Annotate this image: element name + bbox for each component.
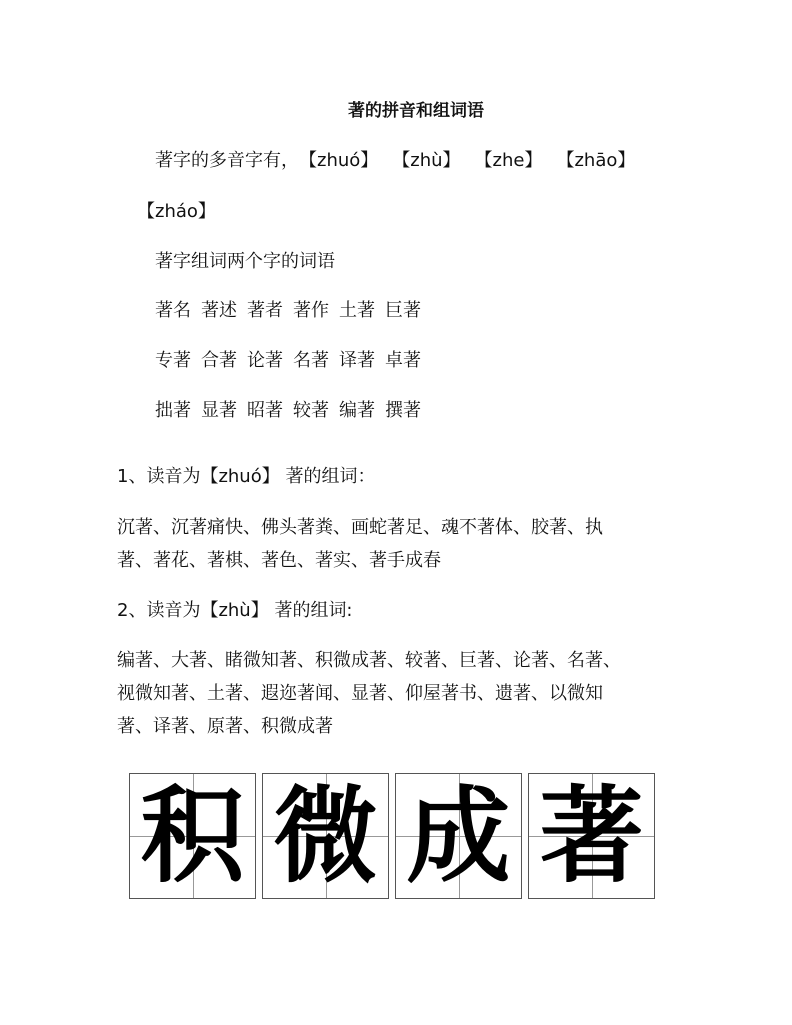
reading-zhe: 【zhe】 xyxy=(474,150,543,171)
grid-cell xyxy=(395,773,522,899)
polyphone-intro: 著字的多音字有， xyxy=(155,150,299,171)
section-1-line-2: 著、著花、著棋、著色、著实、著手成春 xyxy=(117,550,441,571)
calligraphy-char: 成 xyxy=(406,775,511,897)
section-2-line-1: 编著、大著、睹微知著、积微成著、较著、巨著、论著、名著、 xyxy=(117,650,621,671)
grid-cell xyxy=(262,773,389,899)
section-2-line-2: 视微知著、土著、遐迩著闻、显著、仰屋著书、遗著、以微知 xyxy=(117,683,603,704)
calligraphy-char: 著 xyxy=(539,775,644,897)
grid-cell xyxy=(129,773,256,899)
word: 著者 xyxy=(247,300,283,321)
page-title: 著的拼音和组词语 xyxy=(348,101,484,121)
grid-cell xyxy=(528,773,655,899)
word: 拙著 xyxy=(155,400,191,421)
word: 合著 xyxy=(201,350,237,371)
word: 显著 xyxy=(201,400,237,421)
reading-zhu: 【zhù】 xyxy=(392,150,461,171)
word: 论著 xyxy=(247,350,283,371)
word: 卓著 xyxy=(385,350,421,371)
word: 编著 xyxy=(339,400,375,421)
two-char-row-1 xyxy=(155,297,421,325)
section-2-heading: 2、读音为【zhù】 著的组词: xyxy=(117,600,353,621)
word: 专著 xyxy=(155,350,191,371)
two-char-row-3 xyxy=(155,397,421,425)
two-char-heading: 著字组词两个字的词语 xyxy=(155,251,335,272)
section-2-line-3: 著、译著、原著、积微成著 xyxy=(117,716,333,737)
word: 译著 xyxy=(339,350,375,371)
reading-zhao2: 【zháo】 xyxy=(137,201,216,222)
calligraphy-char: 积 xyxy=(140,775,245,897)
word: 著述 xyxy=(201,300,237,321)
calligraphy-image xyxy=(129,773,655,901)
word: 著作 xyxy=(293,300,329,321)
polyphone-line xyxy=(155,147,635,175)
word: 较著 xyxy=(293,400,329,421)
word: 昭著 xyxy=(247,400,283,421)
word: 巨著 xyxy=(385,300,421,321)
reading-zhao1: 【zhāo】 xyxy=(556,150,636,171)
two-char-row-2 xyxy=(155,347,421,375)
section-1-line-1: 沉著、沉著痛快、佛头著粪、画蛇著足、魂不著体、胶著、执 xyxy=(117,517,603,538)
word: 名著 xyxy=(293,350,329,371)
calligraphy-char: 微 xyxy=(273,775,378,897)
reading-zhuo: 【zhuó】 xyxy=(299,150,379,171)
word: 土著 xyxy=(339,300,375,321)
word: 撰著 xyxy=(385,400,421,421)
word: 著名 xyxy=(155,300,191,321)
section-1-heading: 1、读音为【zhuó】 著的组词： xyxy=(117,466,376,487)
